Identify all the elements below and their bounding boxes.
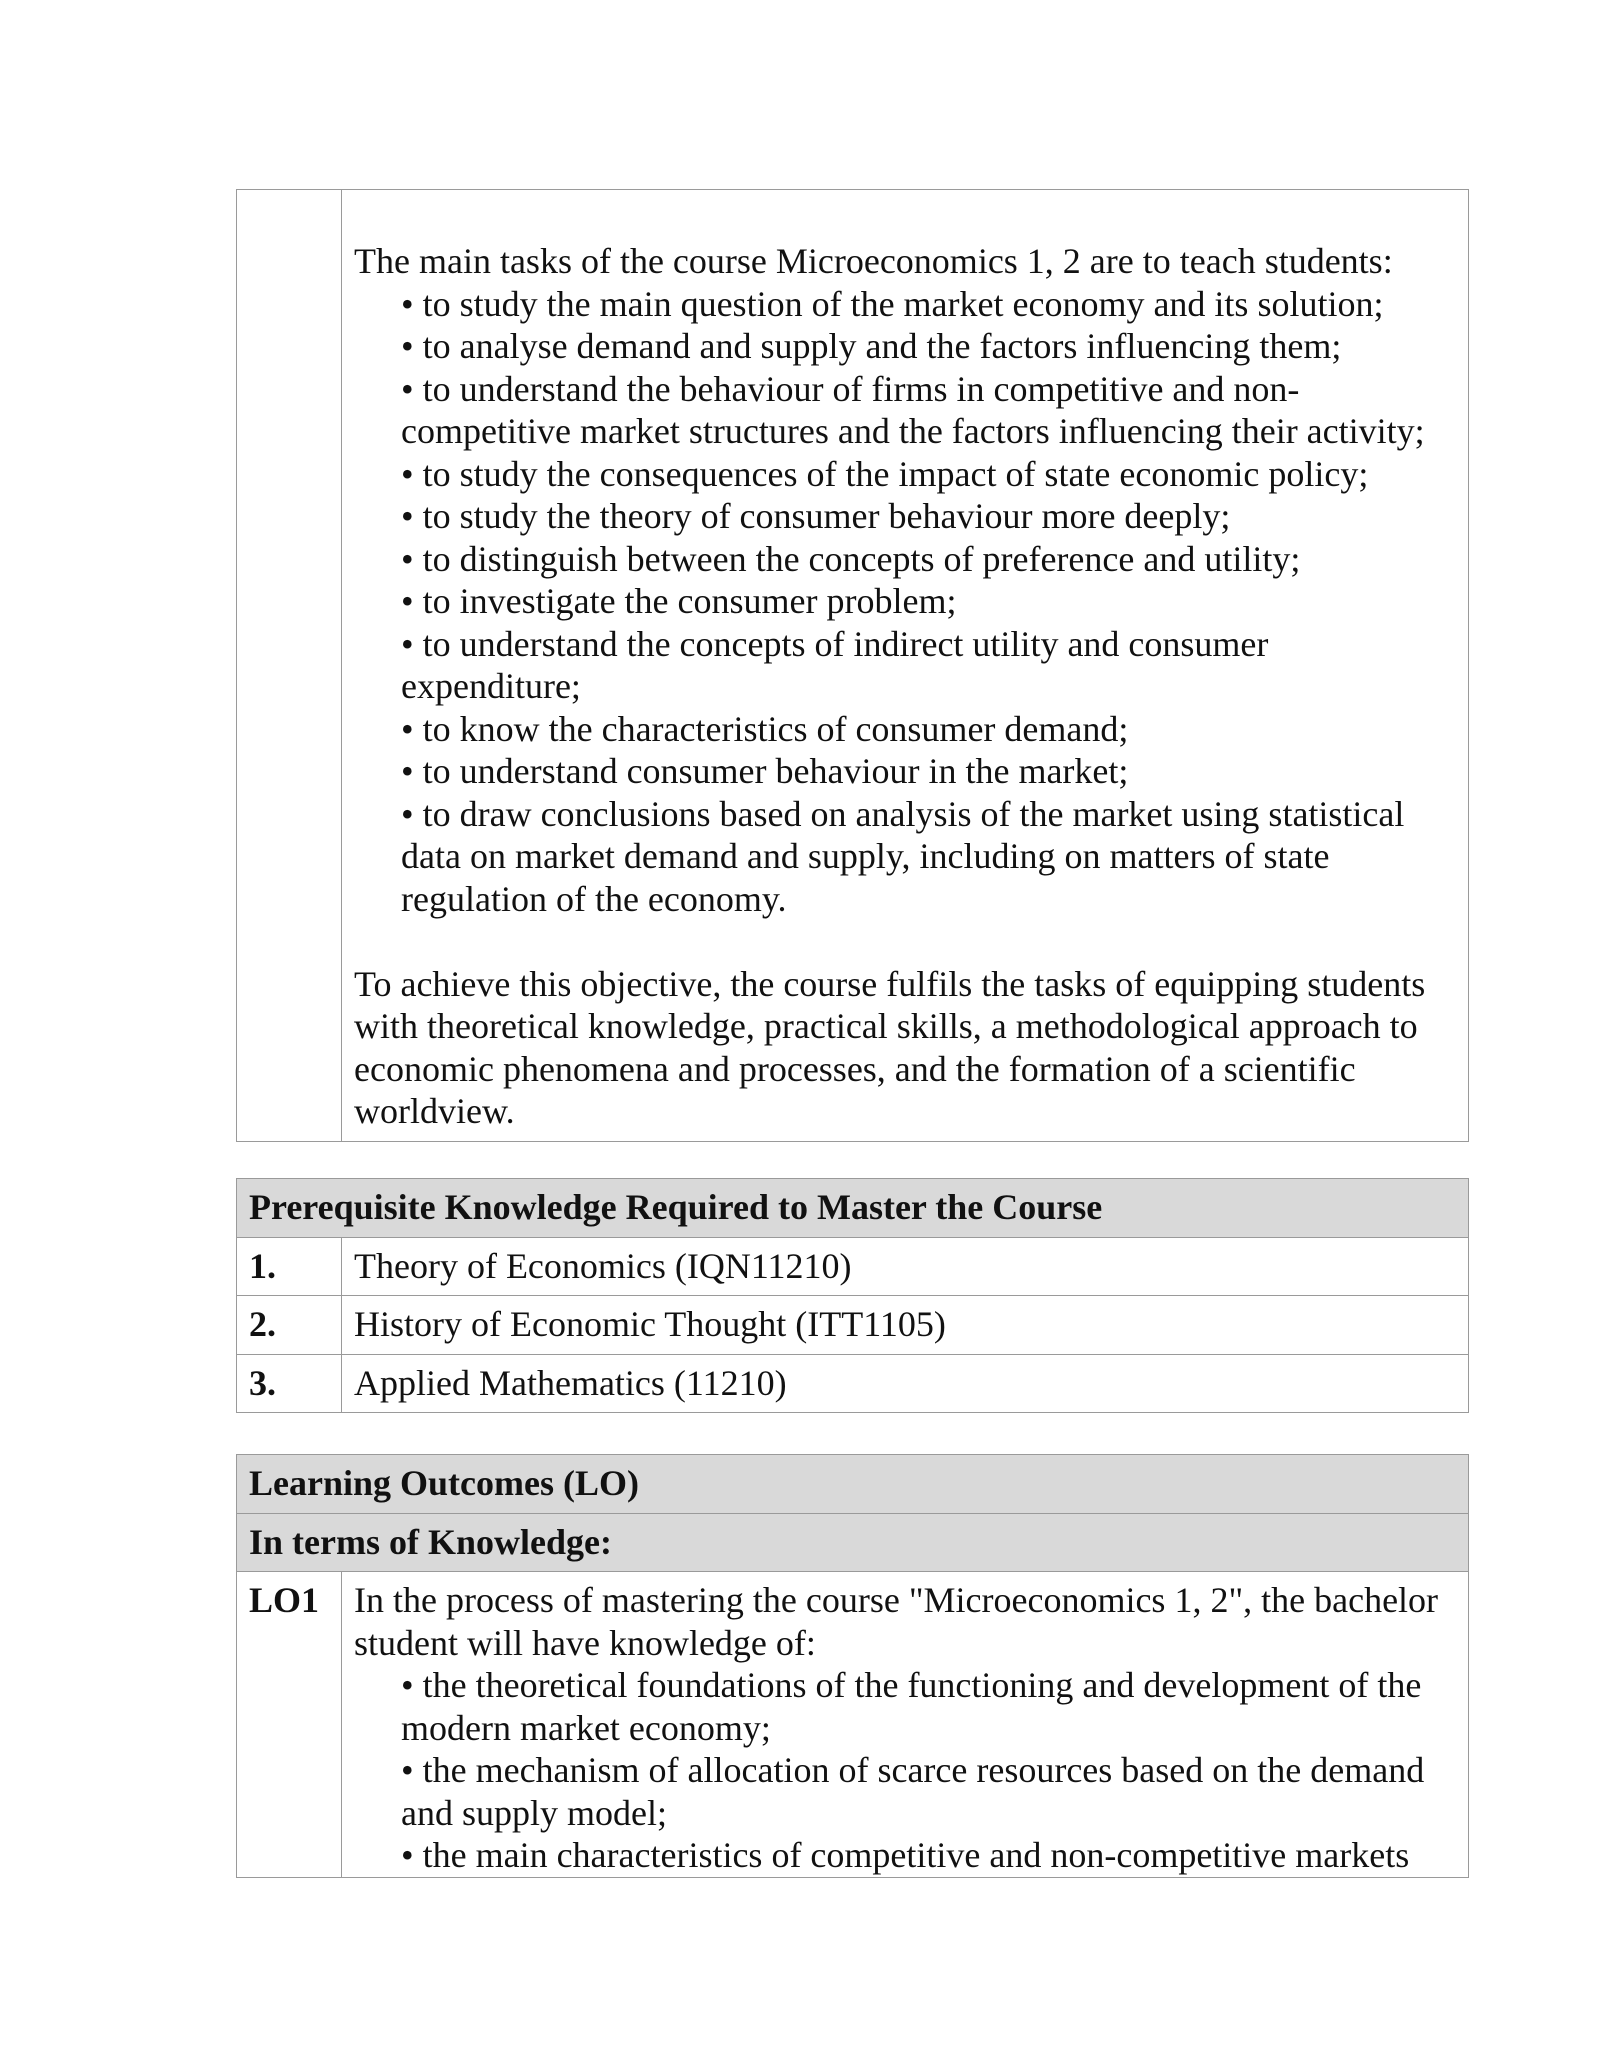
tasks-bullet-list <box>354 283 1454 921</box>
tasks-bullet: • to know the characteristics of consumer demand; <box>401 708 1129 749</box>
learning-outcomes-table <box>236 1454 1469 1878</box>
tasks-intro: The main tasks of the course Microeconomics 1, 2 are to teach students: <box>354 241 1393 281</box>
table-row <box>237 1354 1469 1413</box>
tasks-bullet: • to study the theory of consumer behaviour more deeply; <box>401 496 1231 536</box>
tasks-bullet: • to study the consequences of the impact of state economic policy; <box>401 453 1369 494</box>
prerequisite-number: 1. <box>237 1237 342 1296</box>
course-tasks-row <box>237 190 1469 1142</box>
course-tasks-content-cell <box>342 190 1469 1142</box>
table-row <box>237 1237 1469 1296</box>
tasks-bullet: • to understand the concepts of indirect utility and consumer expenditure; <box>401 623 1269 706</box>
knowledge-subheading: In terms of Knowledge: <box>237 1513 1469 1572</box>
paragraph-spacer <box>354 920 1454 963</box>
prerequisite-number: 2. <box>237 1296 342 1355</box>
tasks-bullet: • to distinguish between the concepts of preference and utility; <box>401 538 1301 579</box>
lo1-intro: In the process of mastering the course "Microeconomics 1, 2", the bachelor student will have knowledge of: <box>354 1580 1439 1663</box>
tasks-bullet: • to understand the behaviour of firms in competitive and non-competitive market structures and the factors influencing their activity; <box>401 368 1425 451</box>
tasks-closing-paragraph: To achieve this objective, the course fulfils the tasks of equipping students with theoretical knowledge, practical skills, a methodological approach to economic phenomena and processes, and the formation of a scientific worldview. <box>354 963 1426 1131</box>
lo1-content-cell <box>342 1572 1469 1878</box>
tasks-bullet: • to draw conclusions based on analysis of the market using statistical data on market demand and supply, including on matters of state regulation of the economy. <box>401 793 1405 919</box>
learning-outcomes-header-row <box>237 1455 1469 1514</box>
tasks-bullet: • to investigate the consumer problem; <box>401 581 957 621</box>
lo1-bullet: • the theoretical foundations of the functioning and development of the modern market economy; <box>401 1665 1422 1748</box>
knowledge-subheader-row <box>237 1513 1469 1572</box>
lo1-bullet: • the main characteristics of competitive and non-competitive markets <box>401 1835 1410 1875</box>
course-tasks-table <box>236 189 1469 1142</box>
prerequisite-number: 3. <box>237 1354 342 1413</box>
table-row <box>237 1296 1469 1355</box>
lo1-bullet-list <box>354 1664 1456 1877</box>
tasks-bullet: • to study the main question of the market economy and its solution; <box>401 283 1384 324</box>
prerequisites-heading: Prerequisite Knowledge Required to Master the Course <box>237 1179 1469 1238</box>
tasks-bullet: • to understand consumer behaviour in the market; <box>401 751 1129 791</box>
prerequisites-table <box>236 1178 1469 1413</box>
course-tasks-label-cell <box>237 190 342 1142</box>
tasks-bullet: • to analyse demand and supply and the factors influencing them; <box>401 326 1342 366</box>
lo1-bullet: • the mechanism of allocation of scarce resources based on the demand and supply model; <box>401 1750 1425 1833</box>
lo1-row <box>237 1572 1469 1878</box>
prerequisite-course: Applied Mathematics (11210) <box>342 1354 1469 1413</box>
prerequisite-course: Theory of Economics (IQN11210) <box>342 1237 1469 1296</box>
prerequisites-header-row <box>237 1179 1469 1238</box>
lo1-label: LO1 <box>237 1572 342 1878</box>
learning-outcomes-heading: Learning Outcomes (LO) <box>237 1455 1469 1514</box>
prerequisite-course: History of Economic Thought (ITT1105) <box>342 1296 1469 1355</box>
